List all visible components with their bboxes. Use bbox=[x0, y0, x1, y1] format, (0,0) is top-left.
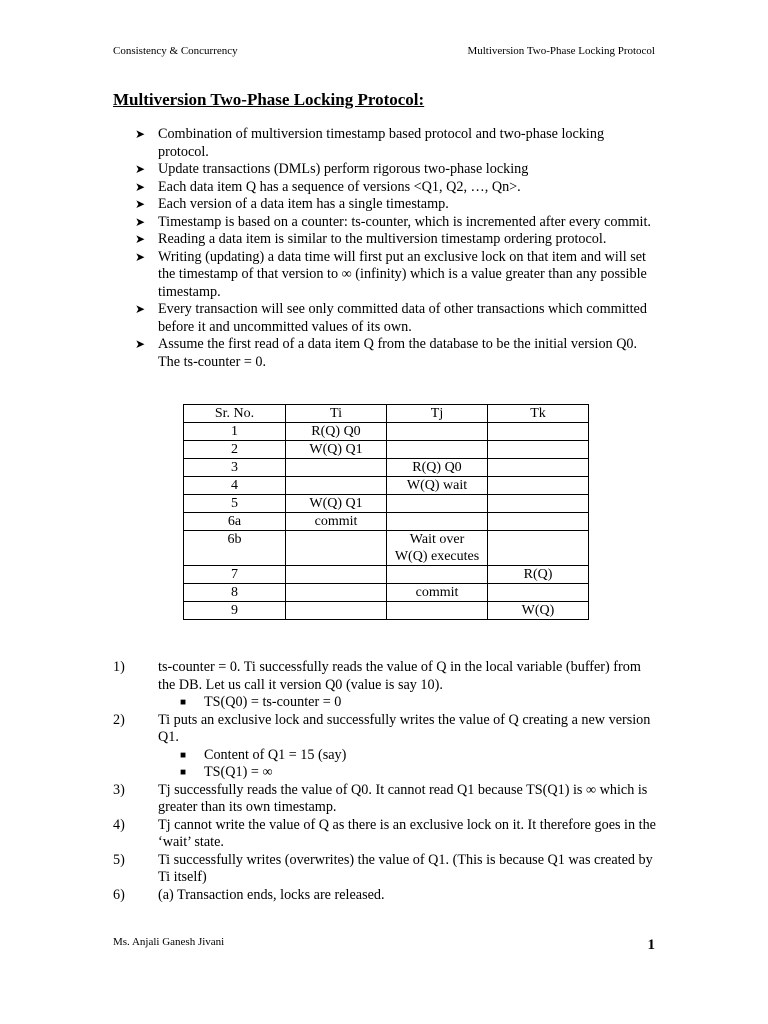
table-cell: W(Q) Q1 bbox=[286, 441, 387, 459]
arrow-bullet-icon: ➤ bbox=[135, 232, 146, 246]
table-cell bbox=[488, 423, 589, 441]
arrow-bullet-icon: ➤ bbox=[135, 302, 146, 316]
bullet-text: Writing (updating) a data time will first put an exclusive lock on that item and will set the timestamp of that version to ∞ (infinity) which is a value greater than any possible timestamp. bbox=[158, 248, 647, 300]
table-cell bbox=[286, 459, 387, 477]
step-text: Ti puts an exclusive lock and successfully writes the value of Q creating a new version Q1. bbox=[158, 711, 651, 745]
step-number: 4) bbox=[113, 816, 125, 833]
table-row bbox=[184, 531, 589, 566]
table-cell: commit bbox=[387, 584, 488, 602]
table-cell bbox=[286, 566, 387, 584]
step-text: Tj successfully reads the value of Q0. It cannot read Q1 because TS(Q1) is ∞ which is greater than its own timestamp. bbox=[158, 781, 648, 815]
header-left: Consistency & Concurrency bbox=[113, 45, 238, 57]
table-header-cell: Tj bbox=[387, 405, 488, 423]
bullet-text: Each data item Q has a sequence of versions <Q1, Q2, …, Qn>. bbox=[158, 178, 521, 195]
step-text: Tj cannot write the value of Q as there is an exclusive lock on it. It therefore goes in the ‘wait’ state. bbox=[158, 816, 656, 850]
bullet-item bbox=[113, 126, 658, 161]
step-number: 2) bbox=[113, 711, 125, 728]
bullet-item bbox=[113, 231, 658, 249]
table-cell bbox=[488, 513, 589, 531]
sub-bullet-text: Content of Q1 = 15 (say) bbox=[204, 746, 347, 763]
table-cell: 4 bbox=[184, 477, 286, 495]
arrow-bullet-icon: ➤ bbox=[135, 337, 146, 351]
step-text: Ti successfully writes (overwrites) the value of Q1. (This is because Q1 was created by Ti itself) bbox=[158, 851, 653, 885]
sub-bullet-item bbox=[158, 694, 658, 712]
table-cell bbox=[488, 584, 589, 602]
bullet-text: Assume the first read of a data item Q from the database to be the initial version Q0. The ts-counter = 0. bbox=[158, 336, 638, 370]
square-bullet-icon: ■ bbox=[180, 767, 187, 778]
table-cell: 1 bbox=[184, 423, 286, 441]
table-cell bbox=[387, 513, 488, 531]
table-cell: 3 bbox=[184, 459, 286, 477]
table-header-cell: Sr. No. bbox=[184, 405, 286, 423]
table-row bbox=[184, 584, 589, 602]
table-row bbox=[184, 602, 589, 620]
table-cell: Wait over W(Q) executes bbox=[387, 531, 488, 566]
arrow-bullet-icon: ➤ bbox=[135, 127, 146, 141]
page-number: 1 bbox=[647, 937, 655, 953]
bullet-item bbox=[113, 161, 658, 179]
step-number: 3) bbox=[113, 781, 125, 798]
bullet-text: Every transaction will see only committed data of other transactions which committed before it and uncommitted values of its own. bbox=[158, 301, 647, 335]
sub-bullet-text: TS(Q1) = ∞ bbox=[204, 764, 273, 780]
bullet-text: Timestamp is based on a counter: ts-counter, which is incremented after every commit. bbox=[158, 213, 651, 230]
table-header-cell: Tk bbox=[488, 405, 589, 423]
arrow-bullet-icon: ➤ bbox=[135, 162, 146, 176]
table-header-cell: Ti bbox=[286, 405, 387, 423]
step-text: (a) Transaction ends, locks are released. bbox=[158, 886, 385, 903]
table-cell: 2 bbox=[184, 441, 286, 459]
header-right: Multiversion Two-Phase Locking Protocol bbox=[467, 45, 655, 57]
square-bullet-icon: ■ bbox=[180, 749, 187, 761]
arrow-bullet-icon: ➤ bbox=[135, 249, 146, 264]
bullet-text: Update transactions (DMLs) perform rigorous two-phase locking bbox=[158, 161, 529, 177]
table-cell bbox=[387, 441, 488, 459]
table-cell: R(Q) bbox=[488, 566, 589, 584]
table-cell bbox=[387, 495, 488, 513]
bullet-list bbox=[113, 126, 658, 371]
step-item bbox=[113, 887, 658, 905]
sub-bullet-list bbox=[158, 694, 658, 712]
table-cell: W(Q) bbox=[488, 602, 589, 620]
step-item bbox=[113, 782, 658, 817]
bullet-item bbox=[113, 196, 658, 214]
sub-bullet-text: TS(Q0) = ts-counter = 0 bbox=[204, 694, 342, 710]
table-cell bbox=[488, 477, 589, 495]
square-bullet-icon: ■ bbox=[180, 697, 187, 708]
table-cell bbox=[286, 477, 387, 495]
step-number: 6) bbox=[113, 886, 125, 903]
table-cell: W(Q) wait bbox=[387, 477, 488, 495]
table-cell: R(Q) Q0 bbox=[387, 459, 488, 477]
step-item bbox=[113, 712, 658, 782]
table-cell bbox=[488, 531, 589, 566]
table-header-row bbox=[184, 405, 589, 423]
step-item bbox=[113, 659, 658, 712]
table-row bbox=[184, 495, 589, 513]
table-cell bbox=[488, 441, 589, 459]
step-list bbox=[113, 659, 658, 904]
table-cell: 5 bbox=[184, 495, 286, 513]
table-row bbox=[184, 423, 589, 441]
bullet-item bbox=[113, 179, 658, 197]
arrow-bullet-icon: ➤ bbox=[135, 179, 146, 194]
bullet-text: Each version of a data item has a single timestamp. bbox=[158, 196, 449, 212]
table-cell: R(Q) Q0 bbox=[286, 423, 387, 441]
sub-bullet-item bbox=[158, 764, 658, 782]
table-cell bbox=[387, 423, 488, 441]
step-number: 5) bbox=[113, 851, 125, 868]
table-cell: commit bbox=[286, 513, 387, 531]
sub-bullet-item bbox=[158, 747, 658, 765]
table-cell bbox=[387, 566, 488, 584]
bullet-item bbox=[113, 249, 658, 302]
table-row bbox=[184, 566, 589, 584]
table-cell: 8 bbox=[184, 584, 286, 602]
table-cell: W(Q) Q1 bbox=[286, 495, 387, 513]
footer-author: Ms. Anjali Ganesh Jivani bbox=[113, 936, 225, 948]
table-cell: 6a bbox=[184, 513, 286, 531]
step-text: ts-counter = 0. Ti successfully reads the value of Q in the local variable (buffer) from the DB. Let us call it version Q0 (value is say 10). bbox=[158, 659, 641, 693]
table-cell bbox=[488, 459, 589, 477]
arrow-bullet-icon: ➤ bbox=[135, 197, 146, 211]
table-cell: 7 bbox=[184, 566, 286, 584]
bullet-text: Reading a data item is similar to the multiversion timestamp ordering protocol. bbox=[158, 231, 607, 247]
table-row bbox=[184, 477, 589, 495]
table-cell bbox=[286, 531, 387, 566]
table-cell: 6b bbox=[184, 531, 286, 566]
page-title: Multiversion Two-Phase Locking Protocol: bbox=[113, 90, 425, 109]
table-row bbox=[184, 513, 589, 531]
sub-bullet-list bbox=[158, 747, 658, 782]
table-row bbox=[184, 459, 589, 477]
table-cell bbox=[387, 602, 488, 620]
bullet-item bbox=[113, 336, 658, 371]
table-cell bbox=[286, 602, 387, 620]
step-item bbox=[113, 852, 658, 887]
table-cell bbox=[286, 584, 387, 602]
schedule-table bbox=[183, 404, 589, 620]
step-number: 1) bbox=[113, 659, 125, 675]
bullet-text: Combination of multiversion timestamp based protocol and two-phase locking protocol. bbox=[158, 126, 605, 160]
arrow-bullet-icon: ➤ bbox=[135, 214, 146, 229]
bullet-item bbox=[113, 214, 658, 232]
bullet-item bbox=[113, 301, 658, 336]
table-row bbox=[184, 441, 589, 459]
step-item bbox=[113, 817, 658, 852]
table-cell: 9 bbox=[184, 602, 286, 620]
table-cell bbox=[488, 495, 589, 513]
